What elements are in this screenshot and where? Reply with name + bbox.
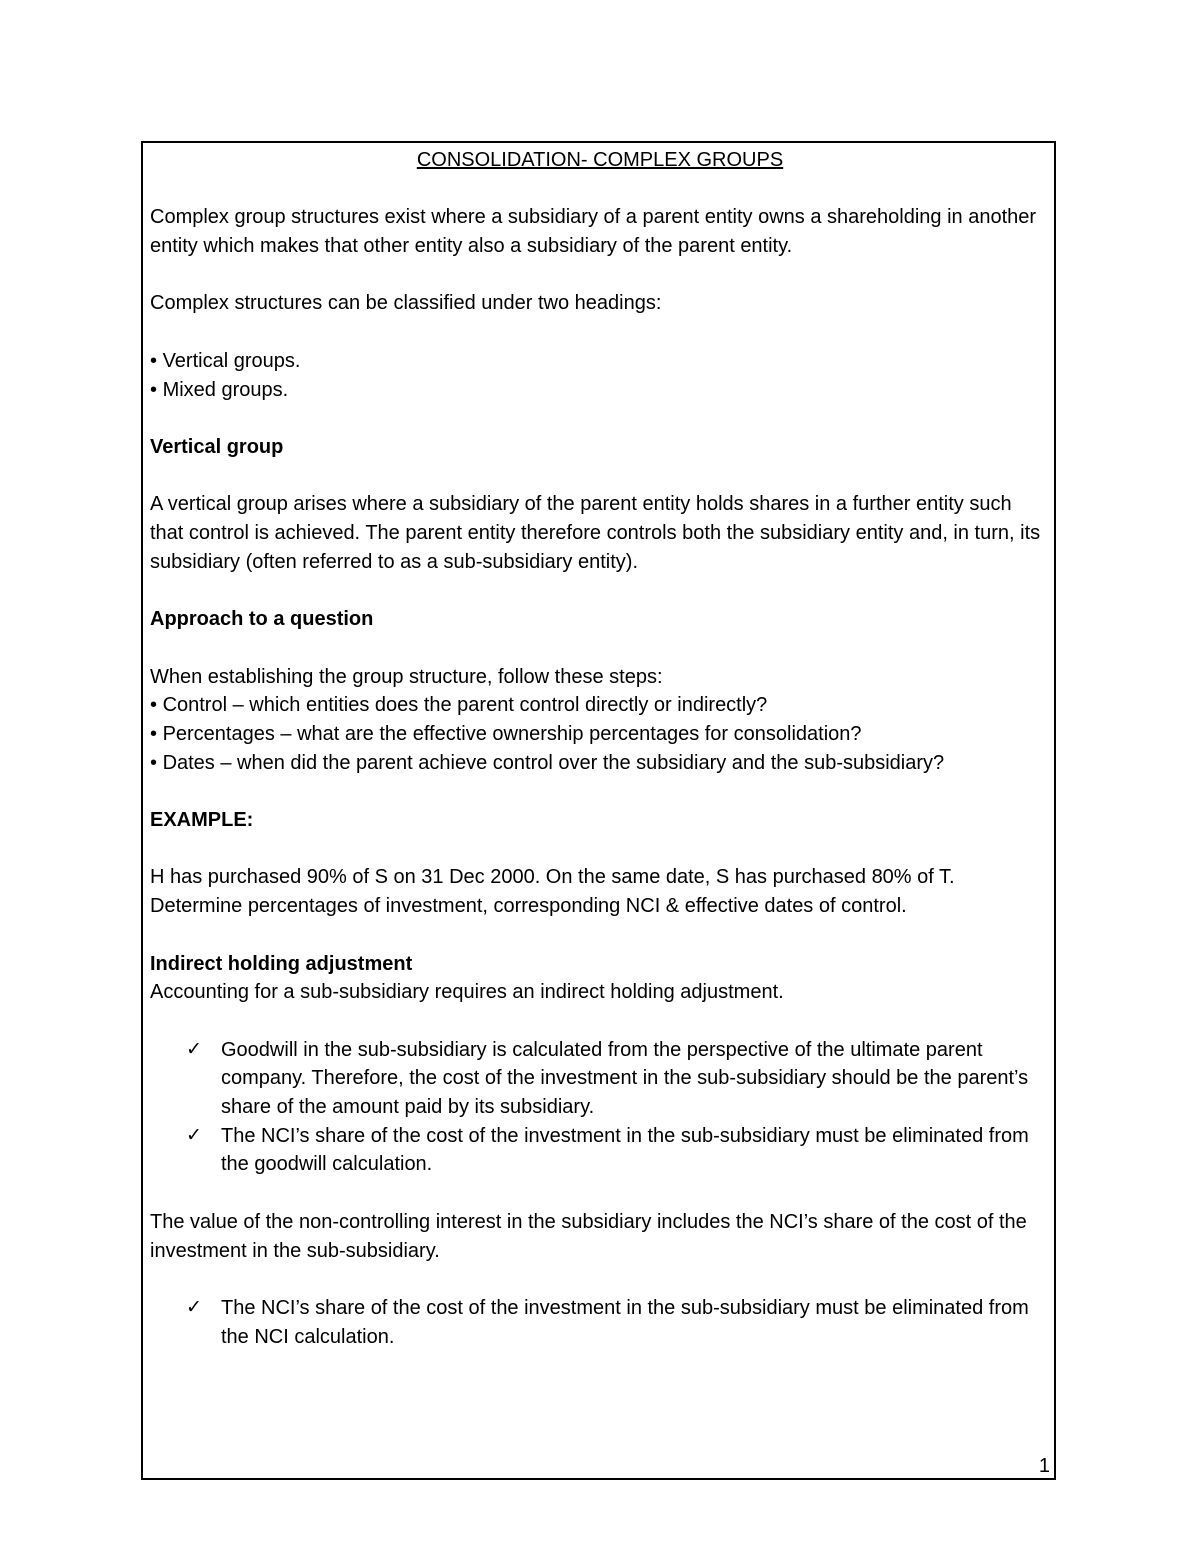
check-mark-icon: ✓ (186, 1124, 202, 1146)
list-item-text: Goodwill in the sub-subsidiary is calculated from the perspective of the ultimate parent company. Therefore, the cost of the investment in the sub-subsidiary should be the parent’s share of the amount paid by its subsidiary. (221, 1038, 1029, 1119)
list-item: • Mixed groups. (150, 376, 1050, 405)
check-mark-icon: ✓ (186, 1038, 202, 1060)
list-item (150, 1036, 1050, 1122)
group-types-list (150, 347, 1050, 404)
vertical-group-heading: Vertical group (150, 435, 284, 458)
list-item: • Percentages – what are the effective ownership percentages for consolidation? (150, 720, 1050, 749)
page-number: 1 (1038, 1455, 1050, 1477)
approach-heading: Approach to a question (150, 608, 374, 631)
nci-points-list (150, 1294, 1050, 1351)
list-item-text: The NCI’s share of the cost of the investment in the sub-subsidiary must be eliminated from the NCI calculation. (221, 1296, 1029, 1348)
list-item: • Dates – when did the parent achieve control over the subsidiary and the sub-subsidiary? (150, 749, 1050, 778)
classification-intro: Complex structures can be classified under two headings: (150, 292, 662, 315)
list-item-text: The NCI’s share of the cost of the investment in the sub-subsidiary must be eliminated from the goodwill calculation. (221, 1124, 1029, 1176)
list-item: • Control – which entities does the parent control directly or indirectly? (150, 691, 1050, 720)
example-paragraph: H has purchased 90% of S on 31 Dec 2000. On the same date, S has purchased 80% of T. Determine percentages of investment, corresponding NCI & effective dates of control. (150, 866, 955, 918)
vertical-group-paragraph: A vertical group arises where a subsidiary of the parent entity holds shares in a further entity such that control is achieved. The parent entity therefore controls both the subsidiary entity and, in turn, its subsidiary (often referred to as a sub-subsidiary entity). (150, 493, 1041, 573)
document-body (150, 146, 1050, 1351)
document-title: CONSOLIDATION- COMPLEX GROUPS (416, 149, 784, 171)
list-item: • Vertical groups. (150, 347, 1050, 376)
indirect-holding-heading: Indirect holding adjustment (150, 952, 413, 975)
nci-paragraph: The value of the non-controlling interest in the subsidiary includes the NCI’s share of the cost of the investment in the sub-subsidiary. (150, 1210, 1027, 1262)
check-mark-icon: ✓ (186, 1296, 202, 1318)
indirect-holding-intro: Accounting for a sub-subsidiary requires an indirect holding adjustment. (150, 981, 784, 1004)
intro-paragraph: Complex group structures exist where a subsidiary of a parent entity owns a shareholding in another entity which makes that other entity also a subsidiary of the parent entity. (150, 206, 1037, 258)
approach-steps-list (150, 691, 1050, 777)
example-heading: EXAMPLE: (150, 809, 254, 832)
approach-intro: When establishing the group structure, follow these steps: (150, 665, 663, 688)
list-item (150, 1122, 1050, 1179)
indirect-points-list (150, 1036, 1050, 1180)
list-item (150, 1294, 1050, 1351)
